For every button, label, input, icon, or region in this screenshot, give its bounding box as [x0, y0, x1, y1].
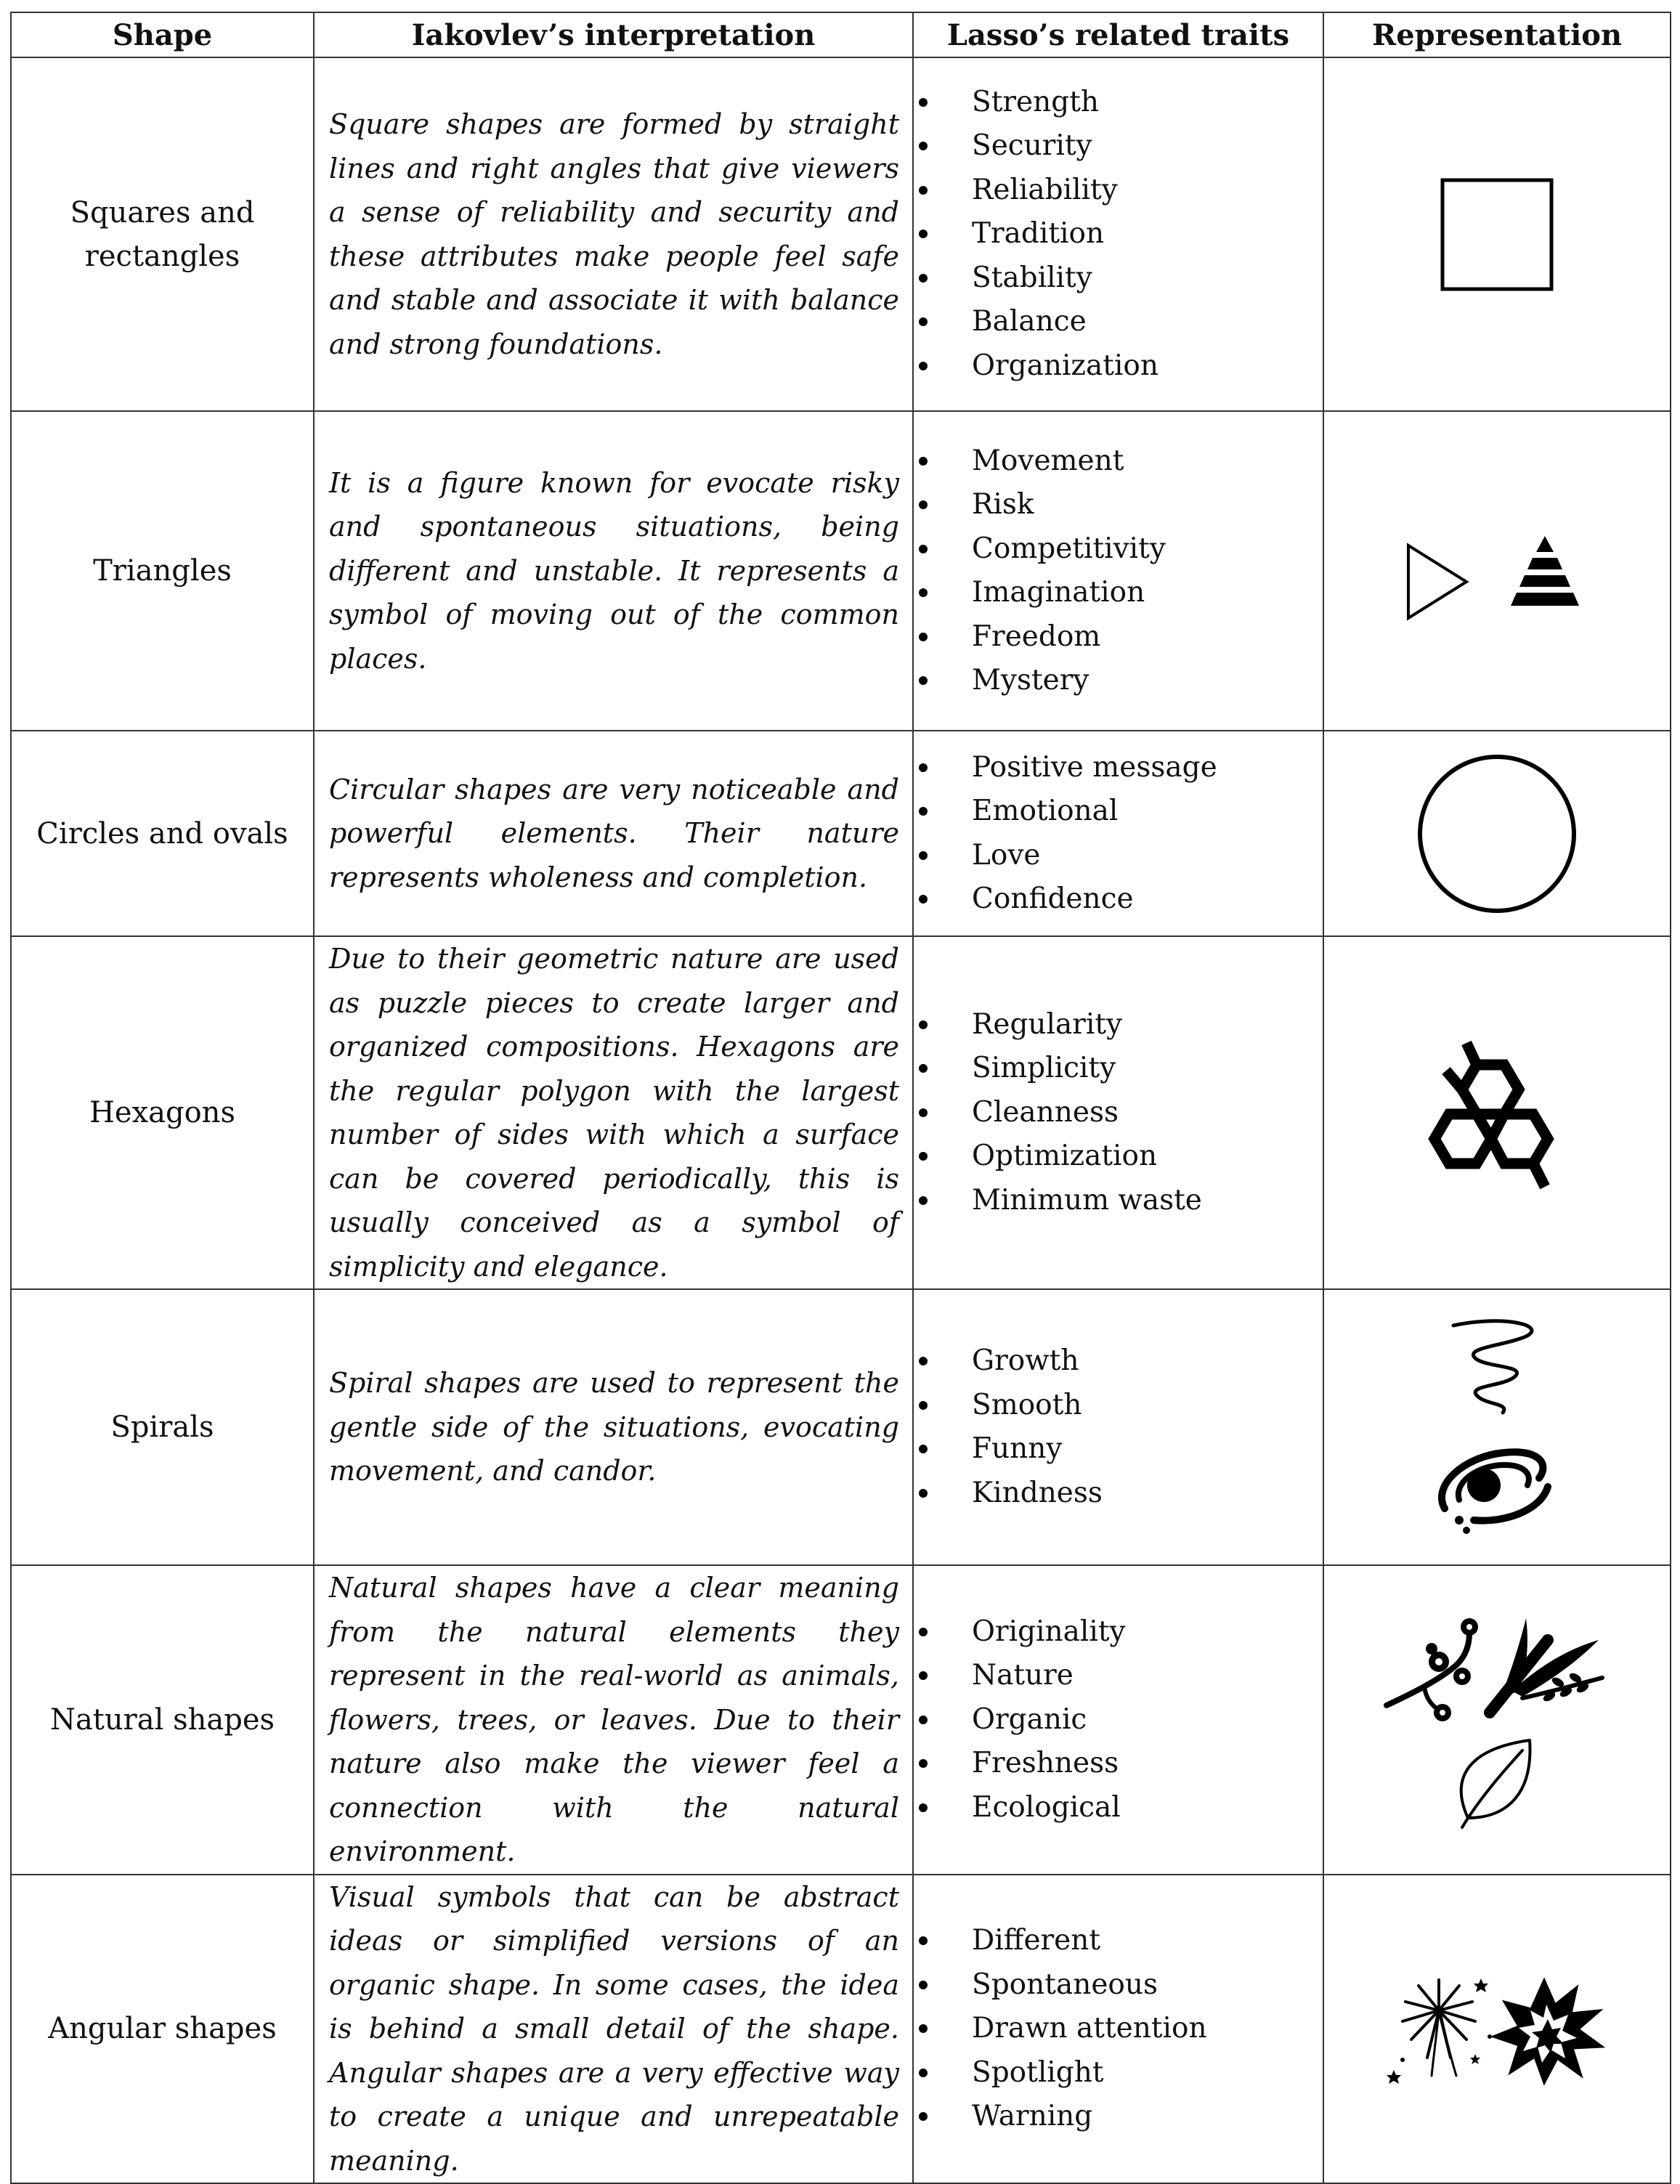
traits-list — [914, 1339, 1323, 1515]
trait-item: Organic — [972, 1698, 1323, 1742]
header-representation: Representation — [1323, 12, 1671, 57]
trait-item: Organization — [972, 344, 1323, 389]
traits-list — [914, 1610, 1323, 1830]
shape-name: Natural shapes — [11, 1565, 314, 1875]
trait-item: Confidence — [972, 877, 1323, 922]
trait-item: Positive message — [972, 746, 1323, 790]
traits-cell — [913, 57, 1323, 411]
traits-cell — [913, 1565, 1323, 1875]
trait-item: Competitivity — [972, 527, 1323, 572]
traits-cell — [913, 936, 1323, 1289]
header-shape: Shape — [11, 12, 314, 57]
trait-item: Strength — [972, 81, 1323, 125]
trait-item: Optimization — [972, 1134, 1323, 1179]
interpretation-text: Square shapes are formed by straight lines and right angles that give viewers a sense of reliability and security and these attributes make people feel safe and stable and associate it with balance and strong foundations. — [314, 57, 913, 411]
trait-item: Stability — [972, 256, 1323, 301]
explosion-icon — [1493, 1980, 1602, 2083]
trait-item: Originality — [972, 1610, 1323, 1655]
interpretation-text: Spiral shapes are used to represent the gentle side of the situations, evocating movement, and candor. — [314, 1289, 913, 1565]
trait-item: Freedom — [972, 615, 1323, 659]
triangle-outline-icon — [1408, 545, 1466, 618]
trait-item: Drawn attention — [972, 2007, 1323, 2051]
traits-cell — [913, 411, 1323, 731]
representation-cell — [1323, 936, 1671, 1289]
representation-cell — [1323, 731, 1671, 936]
representation-cell — [1323, 57, 1671, 411]
blossom-branch-icon — [1387, 1618, 1478, 1721]
trait-item: Emotional — [972, 789, 1323, 834]
interpretation-text: Due to their geometric nature are used as puzzle pieces to create larger and organized compositions. Hexagons are the regular polygon with the largest number of sides with which a surface can be covered periodically, this is usually conceived as a symbol of simplicity and elegance. — [314, 936, 913, 1289]
squiggle-spiral-icon — [1453, 1321, 1532, 1413]
header-row — [11, 12, 1671, 57]
table-row — [11, 411, 1671, 731]
table-row — [11, 1875, 1671, 2184]
traits-list — [914, 1919, 1323, 2139]
trait-item: Imagination — [972, 571, 1323, 615]
header-traits: Lasso’s related traits — [913, 12, 1323, 57]
trait-item: Ecological — [972, 1786, 1323, 1830]
traits-list — [914, 439, 1323, 703]
traits-list — [914, 746, 1323, 922]
trait-item: Simplicity — [972, 1047, 1323, 1091]
interpretation-text: Visual symbols that can be abstract ideas or simplified versions of an organic shape. In some cases, the idea is behind a small detail of the shape. Angular shapes are a very effective way to create a unique and unrepeatable meaning. — [314, 1875, 913, 2184]
table-row — [11, 1289, 1671, 1565]
leaf-outline-icon — [1461, 1740, 1530, 1827]
trait-item: Smooth — [972, 1384, 1323, 1428]
hexagon-cluster-icon — [1424, 1026, 1570, 1200]
trait-item: Freshness — [972, 1742, 1323, 1786]
trait-item: Balance — [972, 300, 1323, 344]
trait-item: Movement — [972, 439, 1323, 484]
trait-item: Regularity — [972, 1003, 1323, 1047]
angular-icons — [1381, 1967, 1613, 2090]
circle-icon — [1416, 752, 1578, 915]
shape-name: Squares and rectangles — [11, 57, 314, 411]
table-row — [11, 936, 1671, 1289]
trait-item: Reliability — [972, 169, 1323, 213]
representation-cell — [1323, 1875, 1671, 2184]
trait-item: Spontaneous — [972, 1963, 1323, 2008]
trait-item: Different — [972, 1919, 1323, 1963]
trait-item: Tradition — [972, 212, 1323, 256]
galaxy-icon — [1442, 1452, 1548, 1534]
representation-cell — [1323, 1565, 1671, 1875]
table-row — [11, 731, 1671, 936]
trait-item: Growth — [972, 1339, 1323, 1384]
shape-name: Triangles — [11, 411, 314, 731]
trait-item: Cleanness — [972, 1091, 1323, 1135]
traits-cell — [913, 1289, 1323, 1565]
trait-item: Nature — [972, 1654, 1323, 1698]
spiral-icons — [1424, 1304, 1570, 1551]
trait-item: Security — [972, 124, 1323, 169]
trait-item: Kindness — [972, 1471, 1323, 1516]
shapes-table — [10, 12, 1671, 2184]
trait-item: Warning — [972, 2095, 1323, 2139]
shape-name: Circles and ovals — [11, 731, 314, 936]
shape-name: Hexagons — [11, 936, 314, 1289]
fireworks-icon — [1403, 1980, 1475, 2076]
fern-sprigs-icon — [1490, 1618, 1602, 1713]
triangles-icons — [1395, 520, 1599, 622]
trait-item: Mystery — [972, 659, 1323, 703]
header-interpretation: Iakovlev’s interpretation — [314, 12, 913, 57]
representation-cell — [1323, 411, 1671, 731]
interpretation-text: Natural shapes have a clear meaning from the natural elements they represent in the real-world as animals, flowers, trees, or leaves. Due to their nature also make the viewer feel a connection with the natural environment. — [314, 1565, 913, 1875]
shape-name: Spirals — [11, 1289, 314, 1565]
representation-cell — [1323, 1289, 1671, 1565]
interpretation-text: Circular shapes are very noticeable and powerful elements. Their nature represents wholeness and completion. — [314, 731, 913, 936]
trait-item: Risk — [972, 483, 1323, 527]
natural-icons — [1381, 1611, 1613, 1829]
table-row — [11, 1565, 1671, 1875]
table-row — [11, 57, 1671, 411]
trait-item: Minimum waste — [972, 1179, 1323, 1223]
trait-item: Spotlight — [972, 2051, 1323, 2095]
traits-list — [914, 81, 1323, 389]
trait-item: Funny — [972, 1427, 1323, 1471]
interpretation-text: It is a figure known for evocate risky and spontaneous situations, being different and unstable. It represents a symbol of moving out of the common places. — [314, 411, 913, 731]
square-icon — [1439, 176, 1555, 293]
traits-cell — [913, 1875, 1323, 2184]
striped-pyramid-icon — [1511, 536, 1579, 606]
trait-item: Love — [972, 834, 1323, 878]
traits-list — [914, 1003, 1323, 1223]
shape-name: Angular shapes — [11, 1875, 314, 2184]
traits-cell — [913, 731, 1323, 936]
